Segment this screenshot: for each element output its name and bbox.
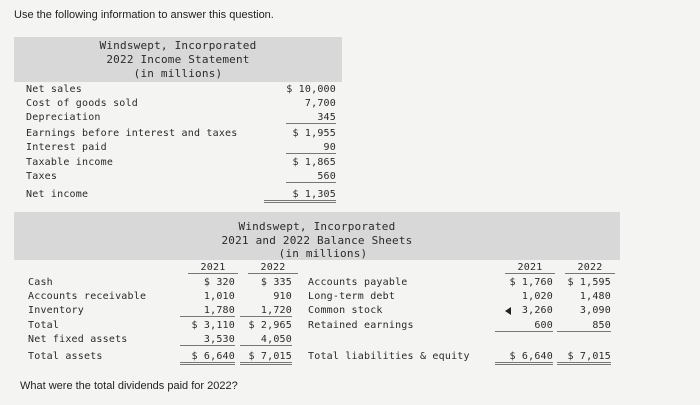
liability-2022-payable: $ 1,595: [567, 277, 611, 288]
asset-label-inventory: Inventory: [28, 305, 84, 316]
liability-2022-debt: 1,480: [579, 291, 611, 302]
asset-label-net-fixed: Net fixed assets: [28, 334, 128, 345]
liability-label-debt: Long-term debt: [308, 291, 396, 302]
income-statement-units: (in millions): [133, 67, 223, 80]
asset-2021-receivables: 1,010: [203, 291, 235, 302]
liability-2021-total: $ 6,640: [495, 351, 553, 365]
liabilities-header-2022: 2022: [565, 262, 615, 274]
asset-2021-total: $ 3,110: [191, 320, 235, 331]
asset-2021-total-assets: $ 6,640: [180, 351, 235, 365]
asset-label-total: Total: [28, 320, 60, 331]
income-value-interest: 90: [286, 142, 336, 154]
liability-label-payable: Accounts payable: [308, 277, 408, 288]
question-text: What were the total dividends paid for 2022?: [20, 380, 238, 392]
income-value-net-sales: $ 10,000: [286, 84, 336, 95]
income-label-depreciation: Depreciation: [26, 112, 101, 123]
liability-2022-retained-earnings: 850: [557, 320, 611, 332]
asset-2022-cash: $ 335: [260, 277, 292, 288]
liabilities-header-2021: 2021: [505, 262, 555, 274]
asset-2021-cash: $ 320: [203, 277, 235, 288]
balance-sheet-title: 2021 and 2022 Balance Sheets: [221, 234, 413, 247]
asset-2022-net-fixed: 4,050: [240, 334, 292, 346]
income-value-taxable: $ 1,865: [292, 157, 336, 168]
income-value-cogs: 7,700: [304, 98, 336, 109]
asset-2021-net-fixed: 3,530: [180, 334, 235, 346]
prompt-text: Use the following information to answer this question.: [14, 9, 274, 21]
liability-2021-retained-earnings: 600: [495, 320, 553, 332]
income-label-interest: Interest paid: [26, 142, 107, 153]
balance-company-name: Windswept, Incorporated: [238, 220, 396, 233]
asset-2021-inventory: 1,780: [180, 305, 235, 317]
liability-label-common-stock: Common stock: [308, 305, 383, 316]
balance-sheet-units: (in millions): [278, 247, 368, 260]
income-label-net-income: Net income: [26, 189, 89, 200]
asset-2022-total-assets: $ 7,015: [240, 351, 292, 365]
income-label-taxable: Taxable income: [26, 157, 114, 168]
liability-2021-common-stock: 3,260: [521, 305, 553, 316]
liability-2022-common-stock: 3,090: [579, 305, 611, 316]
asset-label-receivables: Accounts receivable: [28, 291, 147, 302]
assets-header-2022: 2022: [248, 262, 298, 274]
liability-2021-payable: $ 1,760: [509, 277, 553, 288]
income-value-depreciation: 345: [286, 112, 336, 124]
asset-2022-receivables: 910: [273, 291, 292, 302]
liability-label-retained-earnings: Retained earnings: [308, 320, 414, 331]
asset-label-total-assets: Total assets: [28, 351, 103, 362]
income-statement-title: 2022 Income Statement: [106, 53, 250, 66]
liability-label-total: Total liabilities & equity: [308, 351, 470, 362]
asset-label-cash: Cash: [28, 277, 53, 288]
liability-2021-debt: 1,020: [521, 291, 553, 302]
income-value-ebit: $ 1,955: [292, 128, 336, 139]
income-value-net-income: $ 1,305: [264, 189, 336, 203]
income-label-ebit: Earnings before interest and taxes: [26, 128, 238, 139]
income-label-net-sales: Net sales: [26, 84, 82, 95]
asset-2022-total: $ 2,965: [248, 320, 292, 331]
income-company-name: Windswept, Incorporated: [99, 39, 257, 52]
asset-2022-inventory: 1,720: [240, 305, 292, 317]
income-value-taxes: 560: [286, 171, 336, 183]
income-label-taxes: Taxes: [26, 171, 58, 182]
liability-2022-total: $ 7,015: [557, 351, 611, 365]
income-label-cogs: Cost of goods sold: [26, 98, 138, 109]
assets-header-2021: 2021: [188, 262, 238, 274]
